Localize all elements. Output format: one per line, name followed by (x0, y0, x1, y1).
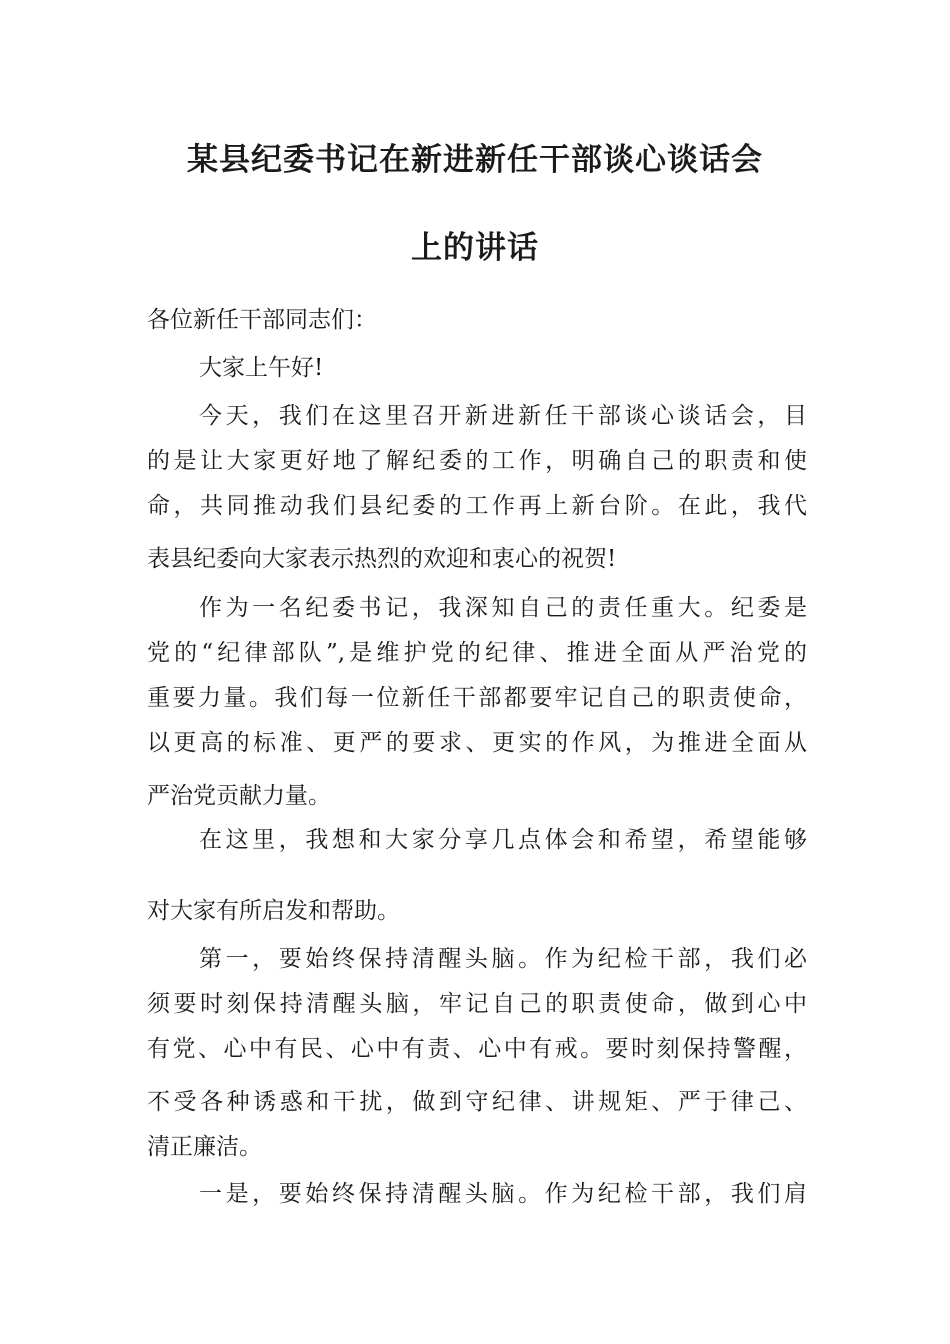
paragraph-1-line-3: 命，共同推动我们县纪委的工作再上新台阶。在此，我代 (147, 493, 807, 519)
paragraph-4-line-4: 不受各种诱惑和干扰，做到守纪律、讲规矩、严于律己、 (147, 1089, 807, 1115)
paragraph-1-line-1: 今天，我们在这里召开新进新任干部谈心谈话会，目 (199, 403, 807, 429)
paragraph-2-line-3: 重要力量。我们每一位新任干部都要牢记自己的职责使命， (147, 685, 807, 711)
paragraph-1-line-4: 表县纪委向大家表示热烈的欢迎和衷心的祝贺! (147, 546, 617, 572)
paragraph-2-line-2: 党的“纪律部队”,是维护党的纪律、推进全面从严治党的 (147, 640, 807, 666)
paragraph-2-line-4: 以更高的标准、更严的要求、更实的作风，为推进全面从 (147, 730, 807, 756)
document-title-line-2: 上的讲话 (411, 230, 539, 266)
salutation: 各位新任干部同志们： (147, 307, 377, 333)
paragraph-4-line-1: 第一，要始终保持清醒头脑。作为纪检干部，我们必 (199, 946, 807, 972)
paragraph-1-line-2: 的是让大家更好地了解纪委的工作，明确自己的职责和使 (147, 448, 807, 474)
paragraph-4-line-3: 有党、心中有民、心中有责、心中有戒。要时刻保持警醒， (147, 1036, 807, 1062)
paragraph-3-line-2: 对大家有所启发和帮助。 (147, 898, 400, 924)
paragraph-4-line-5: 清正廉洁。 (147, 1134, 262, 1160)
paragraph-3-line-1: 在这里，我想和大家分享几点体会和希望，希望能够 (199, 827, 807, 853)
greeting: 大家上午好! (199, 355, 324, 381)
paragraph-2-line-5: 严治党贡献力量。 (147, 783, 331, 809)
document-title-line-1: 某县纪委书记在新进新任干部谈心谈话会 (187, 142, 763, 178)
paragraph-2-line-1: 作为一名纪委书记，我深知自己的责任重大。纪委是 (199, 595, 807, 621)
paragraph-4-line-2: 须要时刻保持清醒头脑，牢记自己的职责使命，做到心中 (147, 991, 807, 1017)
paragraph-5-line-1: 一是，要始终保持清醒头脑。作为纪检干部，我们肩 (199, 1181, 807, 1207)
